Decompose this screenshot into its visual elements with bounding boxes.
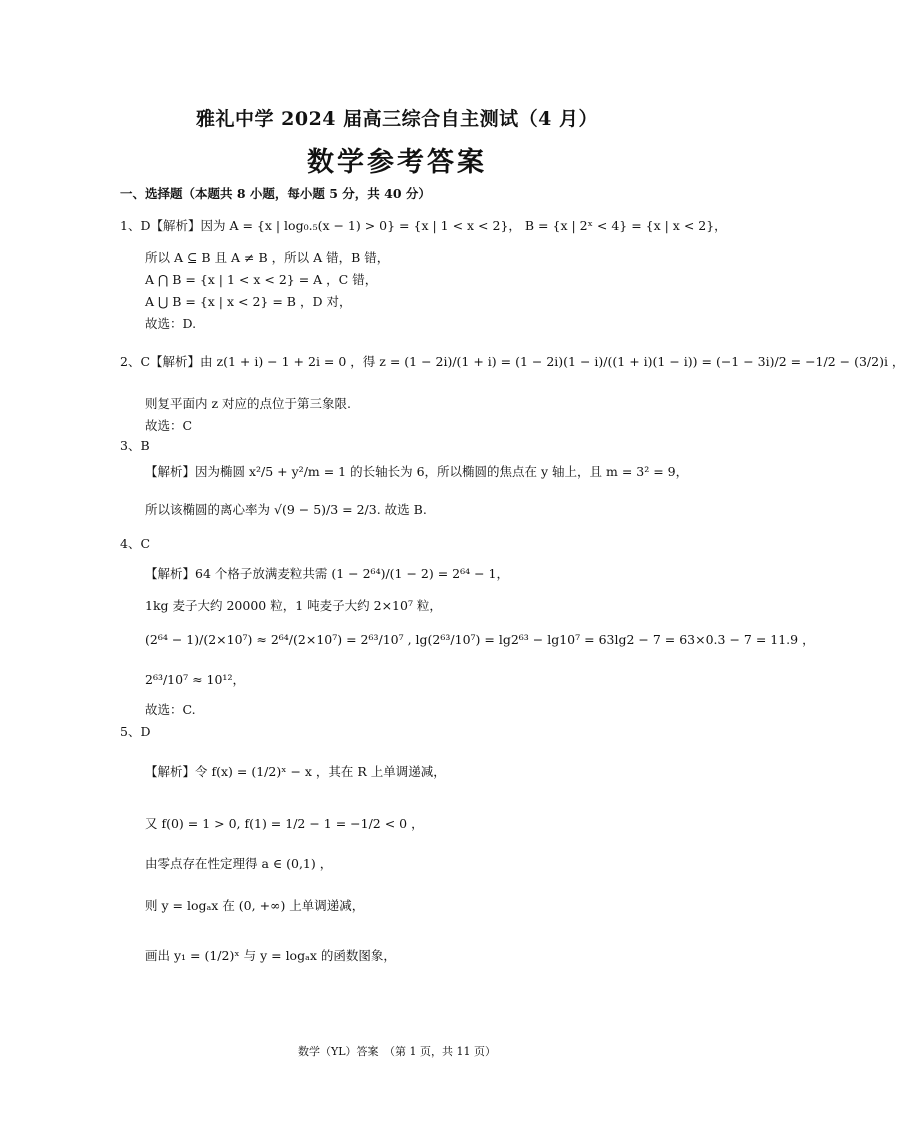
q5-line-2: 又 f(0) = 1 > 0, f(1) = 1/2 − 1 = −1/2 < 0 ，: [145, 816, 424, 831]
q3-line-2: 所以该椭圆的离心率为 √(9 − 5)/3 = 2/3. 故选 B.: [145, 502, 427, 517]
q2-conclusion: 故选：C: [145, 418, 193, 433]
q4-line-4: 2⁶³/10⁷ ≈ 10¹²，: [145, 672, 245, 687]
q5-line-1: 【解析】令 f(x) = (1/2)ˣ − x ，其在 R 上单调递减，: [145, 764, 446, 779]
q2-line-2: 则复平面内 z 对应的点位于第三象限.: [145, 396, 352, 411]
q4-line-3: (2⁶⁴ − 1)/(2×10⁷) ≈ 2⁶⁴/(2×10⁷) = 2⁶³/10⁷ , lg(2⁶³/10⁷) = lg2⁶³ − lg10⁷ = 63lg2 − 7 = 63×0.3 − 7 = 11.9 ，: [145, 632, 815, 647]
q1-line-4: A ⋃ B = {x | x < 2} = B ，D 对，: [145, 294, 352, 309]
q4-conclusion: 故选：C.: [145, 702, 196, 717]
q1-answer-line: 1、D【解析】因为 A = {x | log₀.₅(x − 1) > 0} = {x | 1 < x < 2}， B = {x | 2ˣ < 4} = {x | x < 2}，: [120, 218, 727, 233]
q5-line-3: 由零点存在性定理得 a ∈ (0,1) ，: [145, 856, 333, 871]
q5-answer: 5、D: [120, 724, 151, 739]
q4-line-1: 【解析】64 个格子放满麦粒共需 (1 − 2⁶⁴)/(1 − 2) = 2⁶⁴ − 1，: [145, 566, 510, 581]
document-subtitle: 数学参考答案: [307, 147, 487, 178]
page-footer: 数学（YL）答案 （第 1 页，共 11 页）: [297, 1045, 497, 1058]
q5-line-5: 画出 y₁ = (1/2)ˣ 与 y = logₐx 的函数图象，: [145, 948, 396, 963]
q1-conclusion: 故选：D.: [145, 316, 197, 331]
q3-answer: 3、B: [120, 438, 150, 453]
q5-line-4: 则 y = logₐx 在 (0, +∞) 上单调递减，: [145, 898, 365, 913]
section-heading: 一、选择题（本题共 8 小题，每小题 5 分，共 40 分）: [120, 186, 431, 201]
document-title: 雅礼中学 2024 届高三综合自主测试（4 月）: [196, 108, 598, 130]
q1-line-3: A ⋂ B = {x | 1 < x < 2} = A ，C 错，: [145, 272, 378, 287]
q1-line-2: 所以 A ⊆ B 且 A ≠ B ，所以 A 错，B 错，: [145, 250, 390, 265]
q4-answer: 4、C: [120, 536, 151, 551]
q4-line-2: 1kg 麦子大约 20000 粒，1 吨麦子大约 2×10⁷ 粒，: [145, 598, 442, 613]
q3-line-1: 【解析】因为椭圆 x²/5 + y²/m = 1 的长轴长为 6，所以椭圆的焦点在 y 轴上，且 m = 3² = 9，: [145, 464, 689, 479]
q2-answer-line: 2、C【解析】由 z(1 + i) − 1 + 2i = 0 ，得 z = (1 − 2i)/(1 + i) = (1 − 2i)(1 − i)/((1 + i)(1 − i)) = (−1 − 3i)/2 = −1/2 − (3/2)i ，: [120, 354, 904, 369]
